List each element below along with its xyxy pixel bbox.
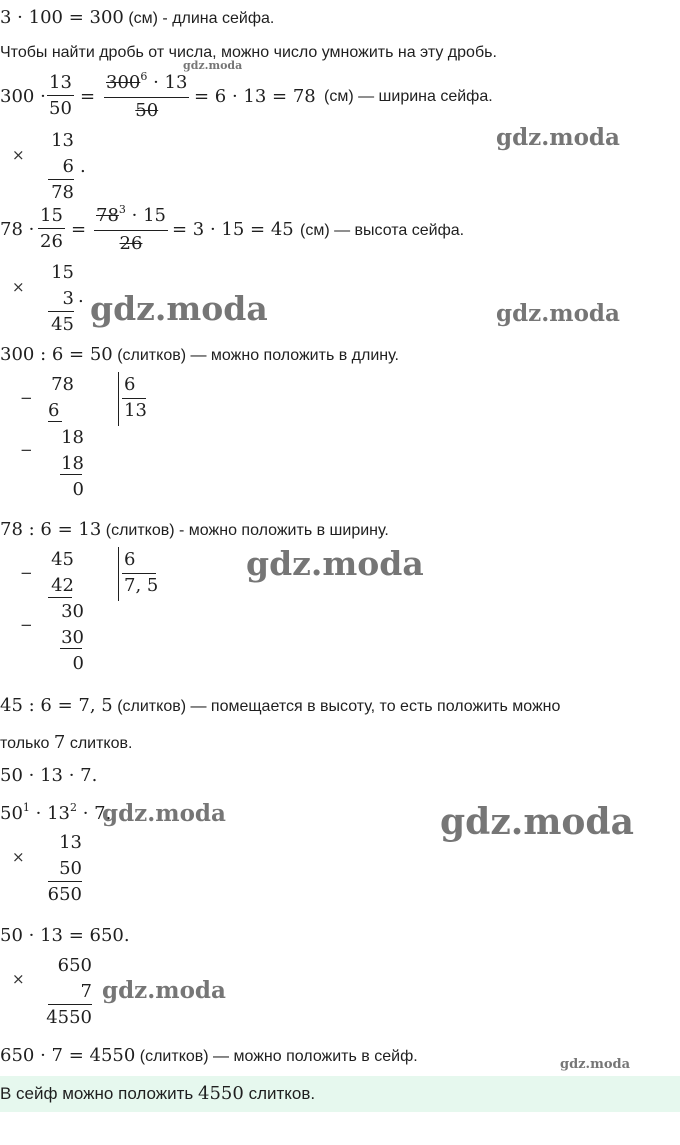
mul-col-4 (46, 953, 92, 1031)
result: 78 (51, 182, 74, 203)
watermark: gdz.moda (90, 289, 268, 328)
div-col-1b (56, 425, 84, 503)
sup-3: 3 (118, 203, 126, 216)
math: 650 · 7 = 4550 (0, 1045, 136, 1066)
times-sign: × (12, 278, 25, 296)
frac-den: 26 (40, 231, 63, 252)
operand: 3 (62, 288, 74, 309)
text: (слитков) — помещается в высоту, то есть положить можно (117, 698, 561, 715)
operand: 7 (80, 981, 92, 1002)
math: 45 : 6 = 7, 5 (0, 695, 113, 716)
text: В сейф можно положить (0, 1084, 194, 1103)
frac-num: 15 (38, 205, 65, 229)
height-text: (см) — высота сейфа. (300, 222, 465, 239)
num-rest: · 13 (147, 72, 188, 93)
equals: = (80, 86, 96, 107)
operand: 13 (51, 130, 74, 151)
dot: . (80, 156, 86, 177)
rule-line (48, 881, 82, 882)
operand: 15 (51, 262, 74, 283)
mul-col-2 (46, 260, 74, 338)
rule-line (48, 421, 62, 422)
height-lead: 78 · (0, 219, 35, 240)
div-col-2 (46, 547, 74, 599)
product-expr: 50 · 13 · 7. (0, 765, 98, 786)
sup: 1 (22, 801, 30, 814)
watermark: gdz.moda (102, 977, 226, 1004)
step: 30 (61, 627, 84, 648)
times-sign: × (12, 970, 25, 988)
rule-line (60, 648, 82, 649)
result: 45 (51, 314, 74, 335)
division-width (0, 520, 389, 541)
text: (слитков) - можно положить в ширину. (105, 522, 389, 539)
text: слитков. (248, 1084, 316, 1103)
step: 42 (51, 575, 74, 596)
fraction-15-26 (38, 205, 65, 253)
division-bar (118, 547, 119, 601)
times-sign: × (12, 848, 25, 866)
step: 6 (48, 400, 60, 421)
step: 78 (51, 374, 74, 395)
mul-col-3 (46, 830, 82, 908)
step: 0 (72, 653, 84, 674)
num-rest: · 15 (125, 205, 166, 226)
watermark: gdz.moda (246, 544, 424, 583)
operand: 50 (59, 858, 82, 879)
rule-line (48, 311, 74, 312)
factor: · 13 (29, 803, 70, 824)
width-text: (см) — ширина сейфа. (324, 88, 493, 105)
product-expr-cancel (0, 803, 111, 827)
watermark: gdz.moda (496, 300, 620, 327)
operand: 13 (59, 832, 82, 853)
width-result: = 6 · 13 = 78 (194, 86, 316, 107)
answer-number: 4550 (198, 1083, 244, 1104)
watermark: gdz.moda (183, 59, 243, 72)
operand: 6 (62, 156, 74, 177)
step: 0 (72, 479, 84, 500)
watermark: gdz.moda (560, 1057, 631, 1072)
operand: 650 (57, 955, 92, 976)
num-7: 7 (53, 732, 66, 753)
fraction-cancel (94, 205, 168, 255)
math: 300 : 6 = 50 (0, 344, 113, 365)
text: слитков. (69, 735, 133, 752)
minus-sign: − (20, 441, 33, 459)
divisor: 6 (124, 374, 136, 395)
text: (слитков) — можно положить в длину. (117, 347, 399, 364)
watermark: gdz.moda (440, 801, 634, 843)
struck-300: 300 (106, 72, 141, 93)
struck-50: 50 (135, 100, 159, 121)
rule-line (48, 597, 72, 598)
rule-line (48, 179, 74, 180)
sup: 2 (69, 801, 77, 814)
division-height-cont (0, 733, 132, 754)
minus-sign: − (20, 389, 33, 407)
result: 650 (47, 884, 82, 905)
div-col-2b (56, 599, 84, 677)
text: (слитков) — можно положить в сейф. (139, 1048, 418, 1065)
watermark: gdz.moda (102, 800, 226, 827)
dot: . (78, 286, 84, 307)
division-bar (118, 372, 119, 426)
answer-text (0, 1084, 315, 1104)
divisor: 6 (124, 549, 136, 570)
math: 3 · 100 = 300 (0, 7, 124, 28)
mul-col-1 (46, 128, 74, 206)
struck-78: 78 (96, 205, 119, 226)
math: 78 : 6 = 13 (0, 519, 102, 540)
rule-text: Чтобы найти дробь от числа, можно число умножить на эту дробь. (0, 44, 497, 61)
fraction-cancel (104, 72, 189, 122)
sup-6: 6 (140, 70, 148, 83)
frac-num (104, 72, 189, 98)
div-col-1 (46, 372, 74, 424)
struck-26: 26 (119, 233, 143, 254)
minus-sign: − (20, 616, 33, 634)
height-result: = 3 · 15 = 45 (172, 219, 294, 240)
watermark: gdz.moda (496, 124, 620, 151)
factor: · 7. (76, 803, 112, 824)
division-length (0, 345, 399, 366)
step: 18 (61, 427, 84, 448)
text: (см) - длина сейфа. (128, 10, 275, 27)
final-line (0, 1046, 418, 1067)
rule-line (60, 474, 82, 475)
quotient: 7, 5 (124, 575, 159, 596)
division-height (0, 696, 560, 717)
frac-den: 50 (49, 98, 72, 119)
line-length (0, 8, 274, 29)
rule-line (122, 398, 146, 399)
width-lead: 300 · (0, 86, 46, 107)
step: 18 (61, 453, 84, 474)
quotient: 13 (124, 400, 147, 421)
step: 45 (51, 549, 74, 570)
factor: 50 (0, 803, 23, 824)
frac-num: 13 (47, 72, 74, 96)
minus-sign: − (20, 564, 33, 582)
product-650: 50 · 13 = 650. (0, 925, 130, 946)
fraction-13-50 (47, 72, 74, 120)
result: 4550 (46, 1007, 92, 1028)
rule-line (48, 1004, 92, 1005)
rule-line (122, 573, 156, 574)
frac-num (94, 205, 168, 231)
text: только (0, 735, 50, 752)
equals: = (71, 219, 87, 240)
step: 30 (61, 601, 84, 622)
times-sign: × (12, 146, 25, 164)
